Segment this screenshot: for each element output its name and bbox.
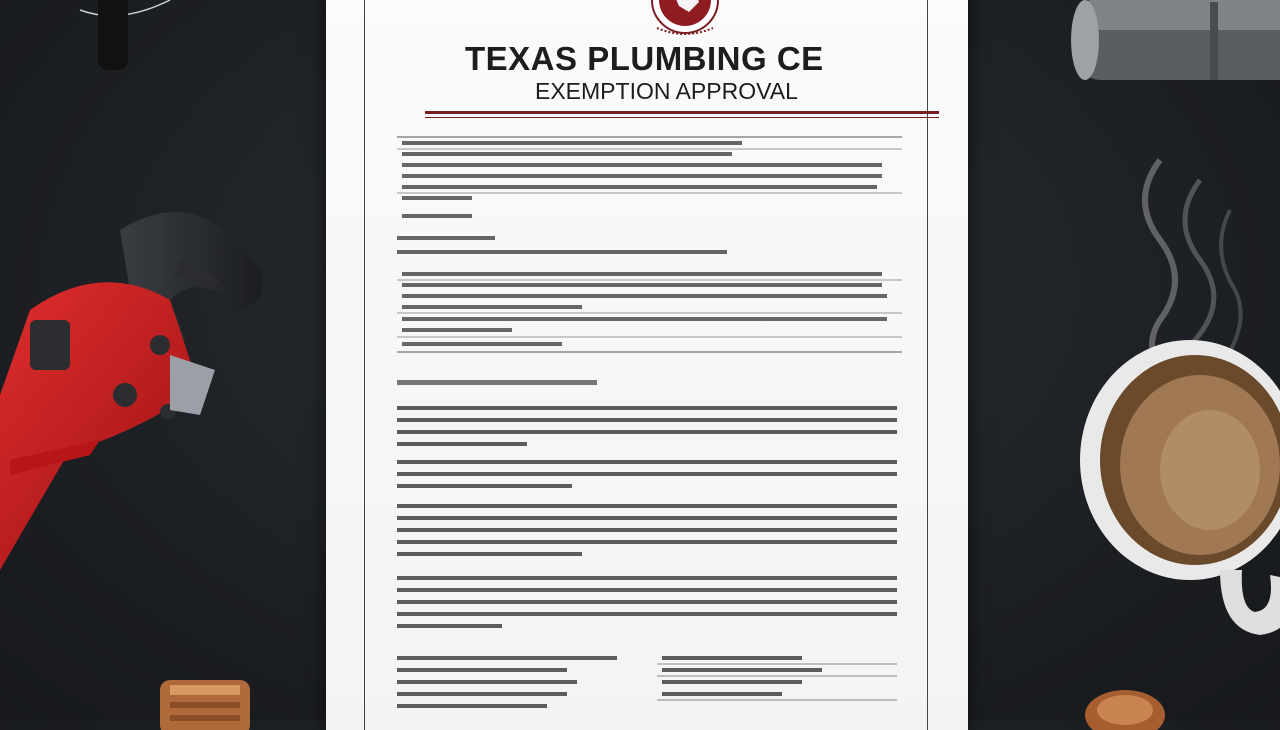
title-rule-thin — [425, 117, 939, 118]
document-title: TEXAS PLUMBING CE — [465, 40, 824, 77]
pipe-wrench-icon — [0, 190, 270, 570]
document-sheet — [326, 0, 968, 730]
pvc-pipe-icon — [1060, 0, 1280, 110]
signature-block — [397, 654, 907, 714]
title-rule — [425, 111, 939, 114]
copper-fitting-icon — [1080, 680, 1170, 730]
document-frame — [364, 0, 928, 730]
details-text-block — [397, 270, 907, 355]
eyeglasses-icon — [20, 0, 180, 80]
recipient-text-block — [397, 212, 907, 262]
document-subtitle: EXEMPTION APPROVAL — [535, 78, 798, 104]
body-text-block — [397, 380, 907, 660]
coffee-mug-icon — [1070, 330, 1280, 660]
state-seal-icon — [645, 0, 725, 40]
intro-text-block — [397, 135, 907, 210]
